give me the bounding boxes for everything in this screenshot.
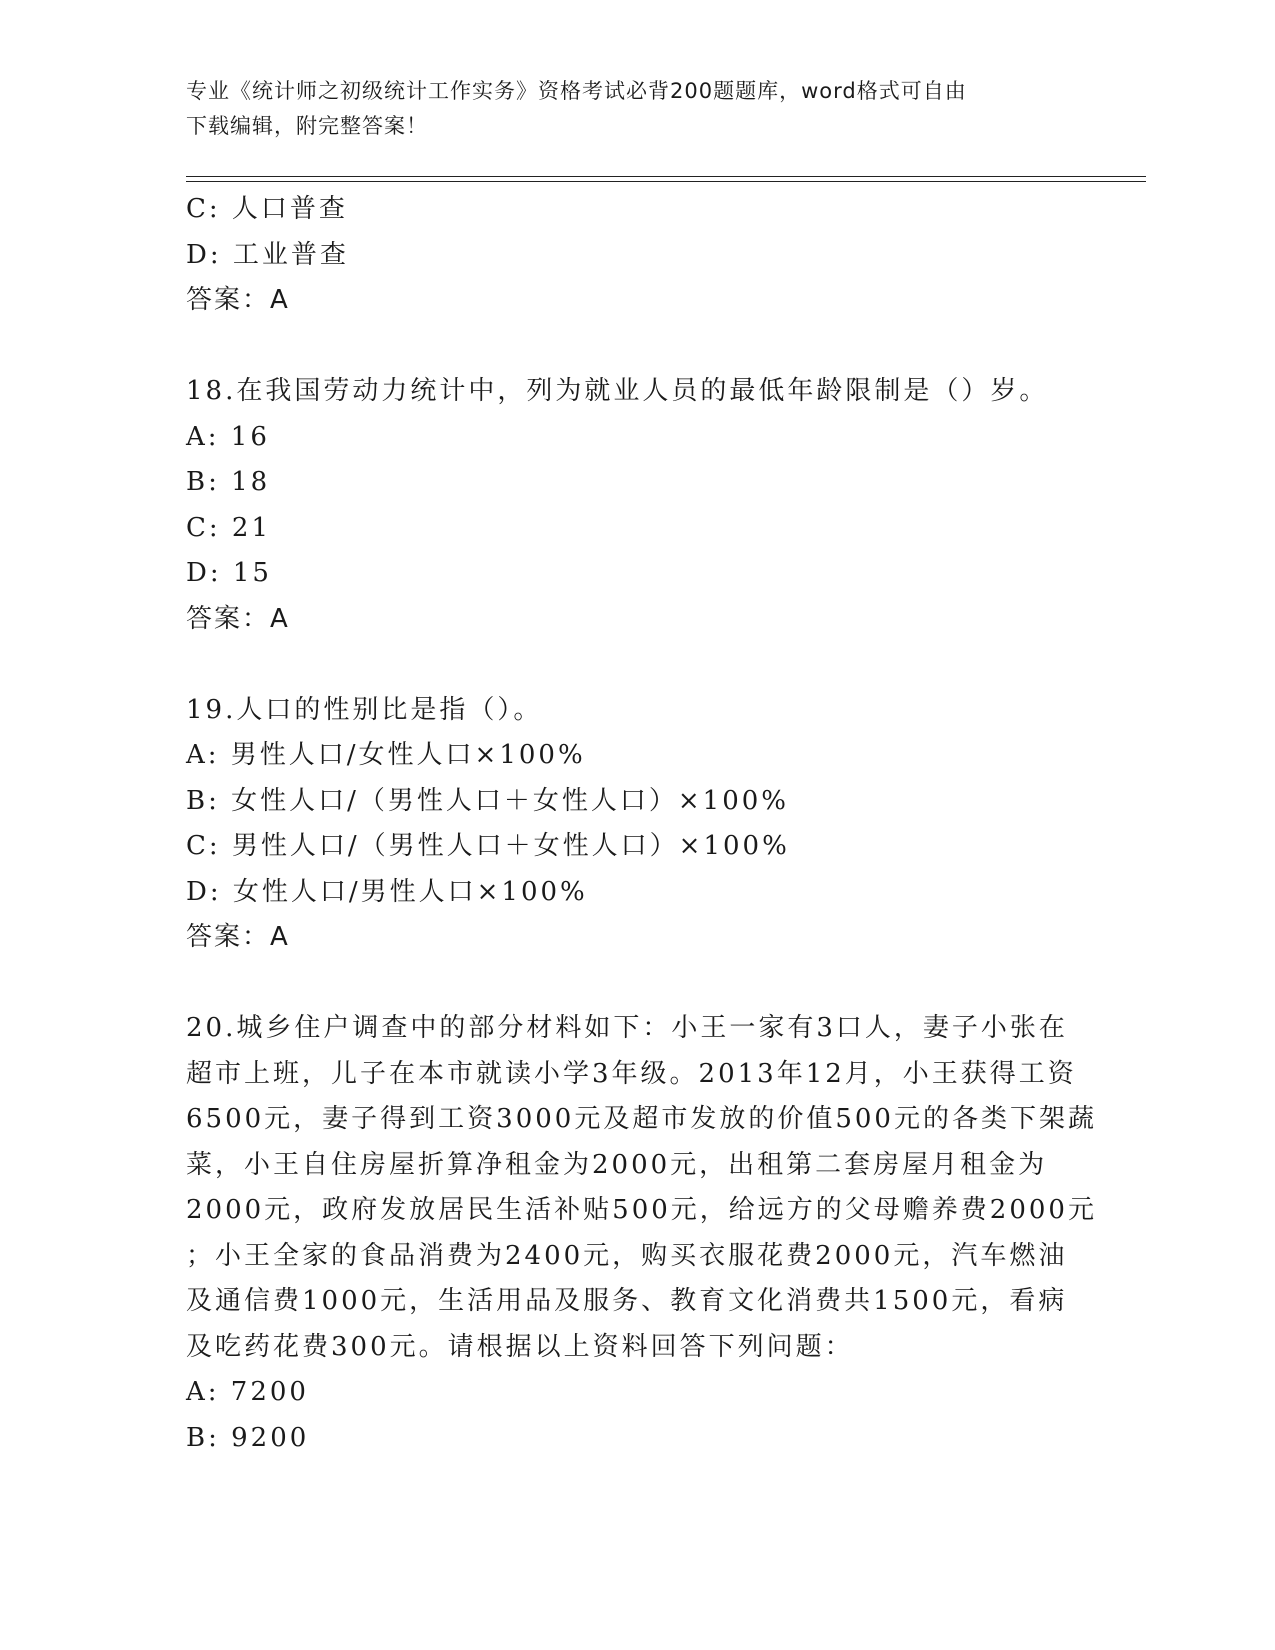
q17-option-c: C: 人口普查	[186, 194, 348, 224]
q20-option-a: A: 7200	[186, 1377, 309, 1407]
q20-option-b: B: 9200	[186, 1422, 310, 1453]
q18-question: 18.在我国劳动力统计中，列为就业人员的最低年龄限制是（）岁。	[186, 376, 1049, 406]
q20-question-line: 超市上班，儿子在本市就读小学3年级。2013年12月，小王获得工资	[186, 1058, 1077, 1089]
header-line-1: 专业《统计师之初级统计工作实务》资格考试必背200题题库，word格式可自由	[186, 79, 967, 103]
question-18-block	[186, 369, 1086, 642]
question-content	[186, 187, 1097, 1461]
document-header	[186, 74, 1066, 144]
q19-option-c: C: 男性人口/（男性人口＋女性人口）×100%	[186, 831, 790, 861]
q17-answer: 答案：A	[186, 285, 290, 315]
q18-answer: 答案：A	[186, 603, 290, 634]
spacer	[186, 642, 1086, 688]
q18-option-d: D: 15	[186, 558, 272, 588]
q20-question-line: 6500元，妻子得到工资3000元及超市发放的价值500元的各类下架蔬	[186, 1104, 1097, 1134]
q20-question-line: ；小王全家的食品消费为2400元，购买衣服花费2000元，汽车燃油	[186, 1240, 1068, 1271]
q18-option-a: A: 16	[186, 421, 270, 452]
spacer	[186, 961, 1086, 1007]
q19-answer: 答案：A	[186, 922, 290, 952]
question-19-block	[186, 688, 1086, 961]
header-line-2: 下载编辑，附完整答案！	[186, 114, 428, 138]
q20-question-line: 2000元，政府发放居民生活补贴500元，给远方的父母赡养费2000元	[186, 1195, 1097, 1225]
q19-question: 19.人口的性别比是指（）。	[186, 694, 543, 725]
header-divider-top	[186, 176, 1146, 177]
q20-question-line: 及通信费1000元，生活用品及服务、教育文化消费共1500元，看病	[186, 1286, 1068, 1316]
q20-question-line: 菜，小王自住房屋折算净租金为2000元，出租第二套房屋月租金为	[186, 1149, 1048, 1180]
question-20-block	[186, 1006, 1097, 1461]
q20-question-line: 及吃药花费300元。请根据以上资料回答下列问题：	[186, 1331, 854, 1362]
spacer	[186, 324, 1086, 370]
question-17-block	[186, 187, 1086, 324]
q18-option-c: C: 21	[186, 512, 272, 543]
q19-option-a: A: 男性人口/女性人口×100%	[186, 740, 586, 770]
q18-option-b: B: 18	[186, 467, 271, 497]
header-divider-bottom	[186, 181, 1146, 182]
q19-option-d: D: 女性人口/男性人口×100%	[186, 876, 588, 907]
q20-question-line: 20.城乡住户调查中的部分材料如下：小王一家有3口人，妻子小张在	[186, 1013, 1068, 1043]
q19-option-b: B: 女性人口/（男性人口＋女性人口）×100%	[186, 785, 790, 816]
q17-option-d: D: 工业普查	[186, 239, 349, 270]
